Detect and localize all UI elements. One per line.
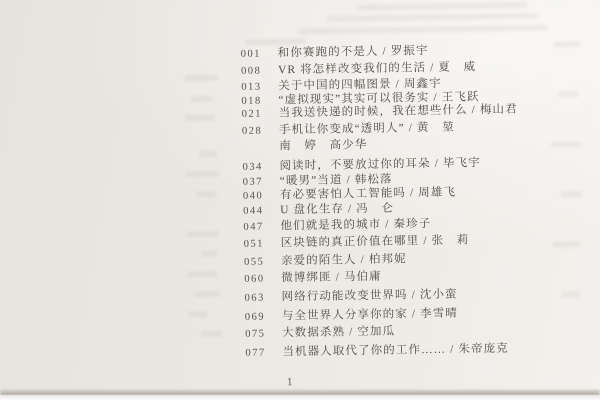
- toc-entry-page-number: 021: [241, 108, 263, 120]
- toc-entry-title: 大数据杀熟 / 空加瓜: [282, 325, 396, 340]
- toc-entry-title: 手机让你变成“透明人” / 黄 堃: [278, 121, 455, 137]
- toc-entry-title: 关于中国的四幅图景 / 周鑫宇: [278, 77, 442, 93]
- toc-entry-title: 他们就是我的城市 / 秦珍子: [280, 217, 432, 233]
- toc-entry: [245, 322, 395, 339]
- toc-entry-title: U 盘化生存 / 冯 仑: [280, 202, 395, 217]
- toc-entry: [245, 304, 458, 322]
- toc-entry: [241, 41, 429, 59]
- toc-entry-page-number: 063: [244, 292, 265, 304]
- toc-entry-page-number: 001: [240, 48, 262, 60]
- toc-entry-page-number: 055: [243, 256, 265, 268]
- photo-background: [0, 395, 600, 400]
- toc-entry-page-number: 008: [240, 65, 262, 77]
- toc-entry: [242, 118, 455, 136]
- toc-entry-title: “虚拟现实”其实可以很务实 / 王飞跃: [278, 91, 480, 107]
- toc-entry: [243, 199, 394, 216]
- toc-entry-page-number: 040: [242, 190, 264, 202]
- toc-entry-title: 亲爱的陌生人 / 柏邦妮: [280, 253, 407, 268]
- toc-entry-title: 与全世界人分享你的家 / 李雪晴: [281, 307, 458, 323]
- toc-entry-title: 微博绑匪 / 马伯庸: [281, 270, 382, 285]
- toc-entry: [242, 100, 518, 119]
- toc-entry: [244, 267, 382, 284]
- toc-entry-page-number: 013: [241, 81, 262, 93]
- toc-entry-title: 和你赛跑的不是人 / 罗振宇: [277, 44, 429, 60]
- toc-entry-page-number: 051: [243, 238, 265, 250]
- toc-entry-page-number: 037: [242, 176, 264, 188]
- toc-entry-title: VR 将怎样改变我们的生活 / 夏 威: [277, 61, 477, 77]
- toc-entry: [244, 230, 470, 249]
- toc-entry: [243, 214, 431, 232]
- toc-entry: [242, 135, 367, 152]
- toc-entry-page-number: 028: [241, 125, 263, 137]
- toc-entry-page-number: 075: [245, 328, 266, 340]
- toc-entry: [245, 339, 509, 358]
- toc-entry-authors: 南 婷 高少华: [279, 138, 368, 153]
- toc-entry-title: 阅读时，不要放过你的耳朵 / 毕飞宇: [279, 157, 481, 173]
- toc-entry-title: 当机器人取代了你的工作…… / 朱帝庞克: [282, 342, 509, 359]
- toc-entry-title: 网络行动能改变世界吗 / 沈小蛮: [281, 288, 458, 304]
- toc-entry-page-number: 077: [245, 347, 266, 359]
- toc-entry-title: 有必要害怕人工智能吗 / 周雄飞: [279, 186, 457, 202]
- toc-entry-title: “暖男”当道 / 韩松落: [279, 173, 393, 188]
- toc-entry-title: 区块链的真正价值在哪里 / 张 莉: [280, 234, 470, 250]
- toc-entry-page-number: 047: [243, 221, 264, 233]
- toc-entry-page-number: 069: [244, 311, 266, 323]
- toc-entry: [243, 183, 456, 201]
- toc-entry-page-number: 060: [244, 273, 265, 285]
- toc-entry-title: 当我送快递的时候，我在想些什么 / 梅山君: [278, 103, 518, 120]
- toc-entry-page-number: 044: [243, 205, 264, 217]
- toc-entry: [244, 285, 457, 303]
- page-number: 1: [286, 376, 294, 389]
- toc-entry: [244, 249, 407, 267]
- toc-entry-page-number: 018: [241, 95, 262, 107]
- toc-entry-page-number: 034: [242, 161, 263, 173]
